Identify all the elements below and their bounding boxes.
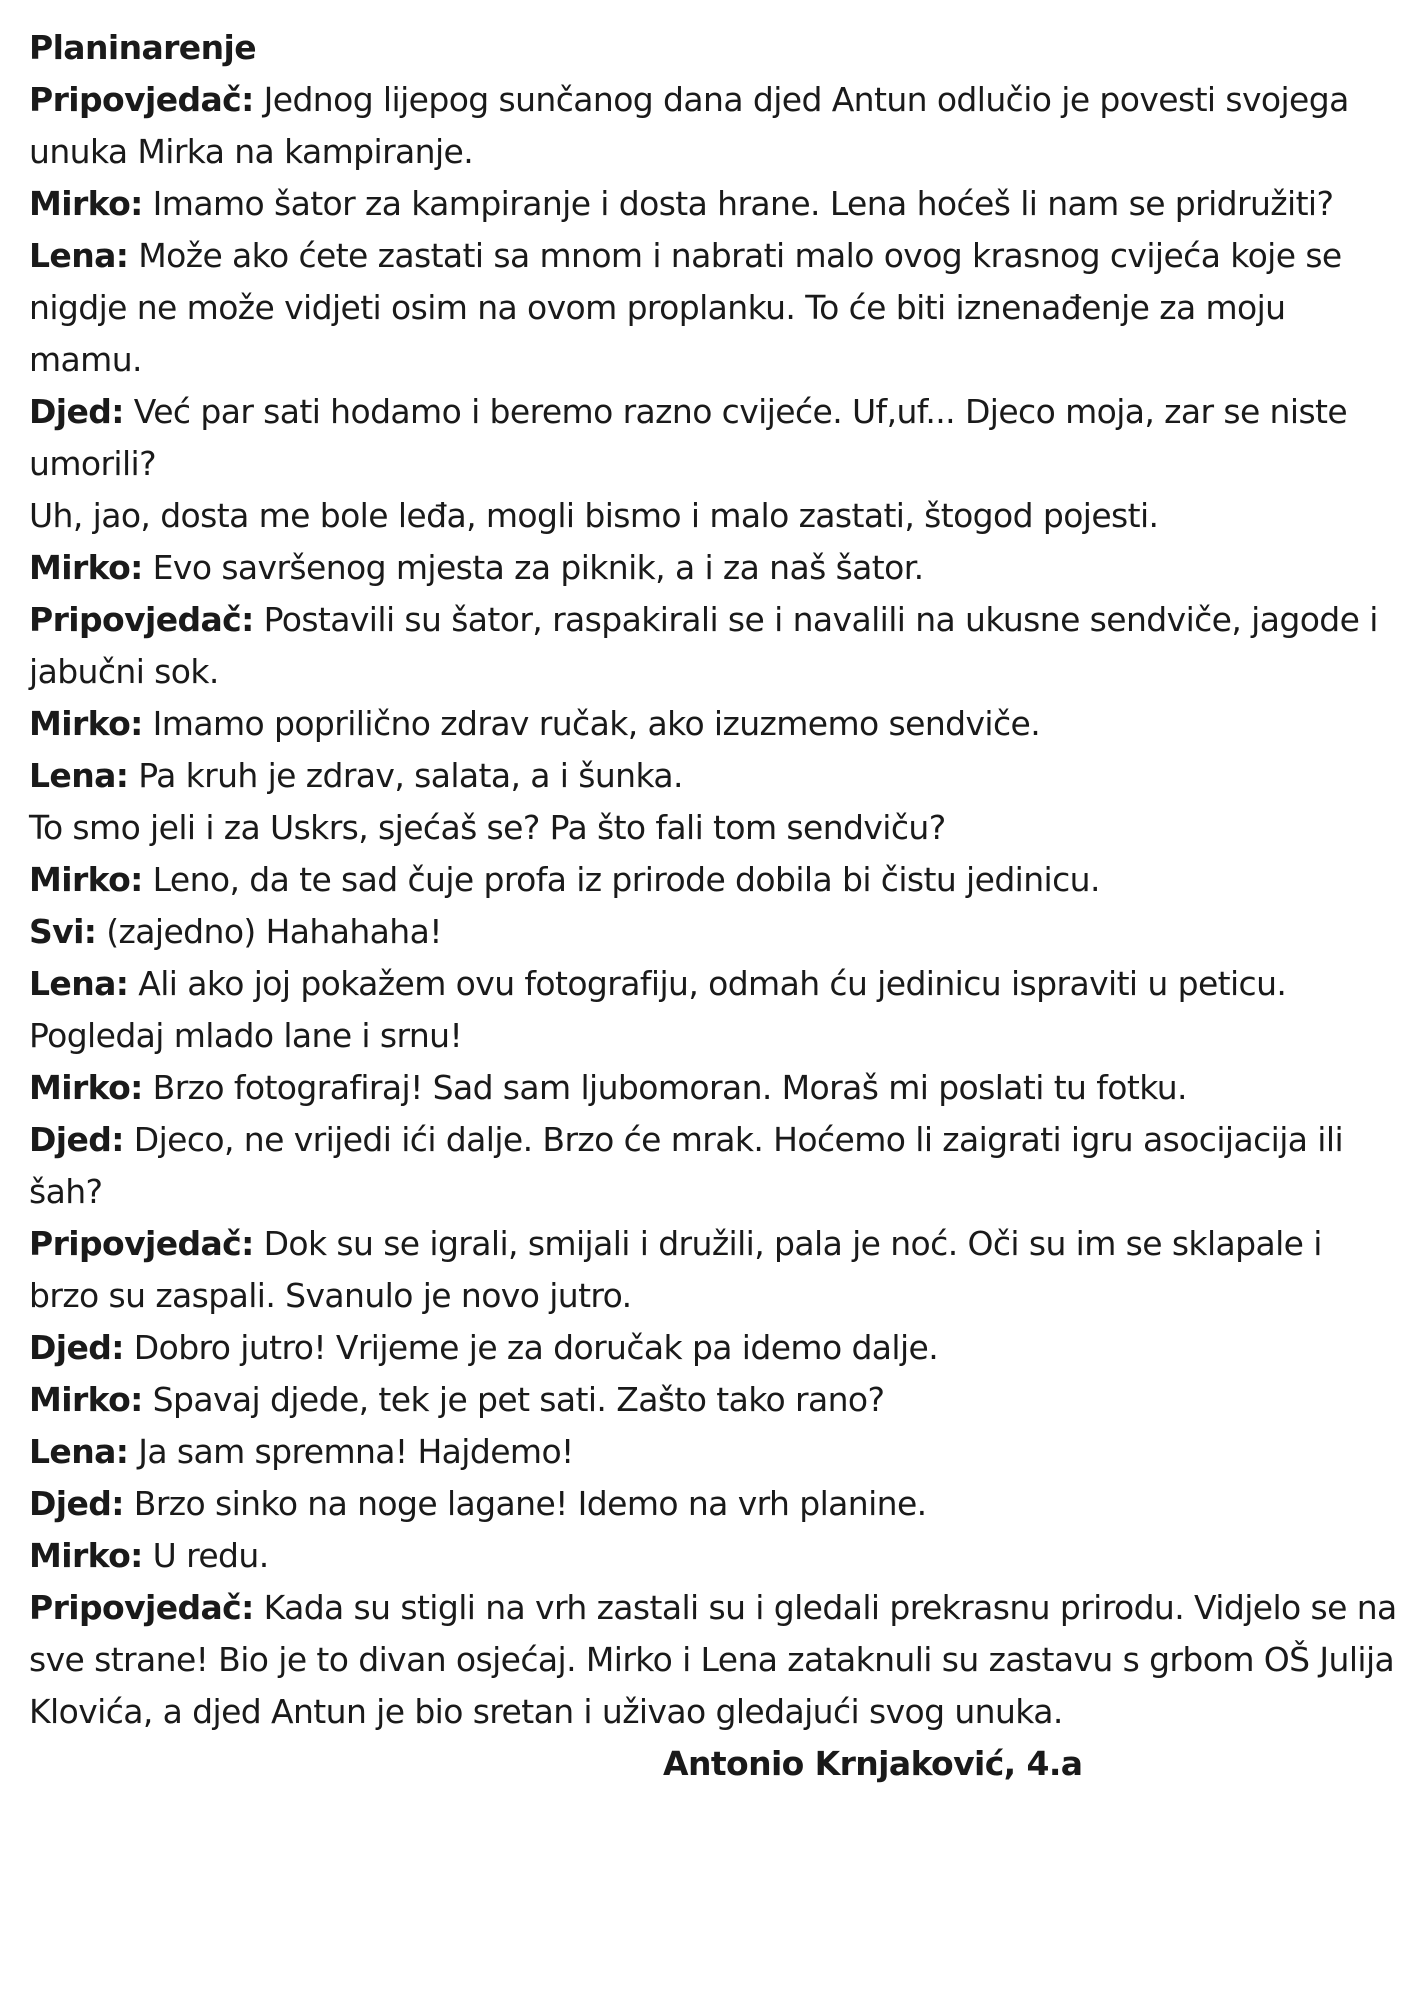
dialogue-line [29, 1478, 1399, 1530]
speaker-label: Mirko: [29, 704, 143, 743]
line-text: Imamo poprilično zdrav ručak, ako izuzmemo sendviče. [142, 704, 1041, 743]
dialogue-line [29, 802, 1399, 854]
line-text: Pa kruh je zdrav, salata, a i šunka. [128, 756, 683, 795]
line-text: U redu. [142, 1536, 269, 1575]
dialogue-line [29, 1062, 1399, 1114]
speaker-label: Mirko: [29, 548, 143, 587]
line-text: Kada su stigli na vrh zastali su i gledali prekrasnu prirodu. Vidjelo se na sve strane! Bio je to divan osjećaj. Mirko i Lena zataknuli su zastavu s grbom OŠ Julija Klovića, a djed Antun je bio sretan i uživao gledajući svog unuka. [29, 1588, 1397, 1731]
dialogue-line [29, 1322, 1399, 1374]
speaker-label: Pripovjedač: [29, 80, 254, 119]
dialogue-line [29, 1218, 1399, 1322]
speaker-label: Djed: [29, 1484, 124, 1523]
speaker-label: Djed: [29, 1328, 124, 1367]
dialogue-line [29, 490, 1399, 542]
dialogue-line [29, 542, 1399, 594]
dialogue-line [29, 386, 1399, 490]
line-text: Imamo šator za kampiranje i dosta hrane. Lena hoćeš li nam se pridružiti? [142, 184, 1334, 223]
speaker-label: Mirko: [29, 1068, 143, 1107]
speaker-label: Svi: [29, 912, 97, 951]
dialogue-line [29, 854, 1399, 906]
dialogue-line [29, 750, 1399, 802]
speaker-label: Lena: [29, 236, 129, 275]
line-text: Jednog lijepog sunčanog dana djed Antun odlučio je povesti svojega unuka Mirka na kampiranje. [29, 80, 1349, 171]
speaker-label: Pripovjedač: [29, 600, 254, 639]
line-text: Može ako ćete zastati sa mnom i nabrati malo ovog krasnog cvijeća koje se nigdje ne može vidjeti osim na ovom proplanku. To će biti iznenađenje za moju mamu. [29, 236, 1342, 379]
speaker-label: Mirko: [29, 860, 143, 899]
line-text: Djeco, ne vrijedi ići dalje. Brzo će mrak. Hoćemo li zaigrati igru asocijacija ili šah? [29, 1120, 1344, 1211]
dialogue-line [29, 698, 1399, 750]
speaker-label: Pripovjedač: [29, 1224, 254, 1263]
line-text: Leno, da te sad čuje profa iz prirode dobila bi čistu jedinicu. [142, 860, 1100, 899]
dialogue-line [29, 1114, 1399, 1218]
speaker-label: Lena: [29, 964, 129, 1003]
speaker-label: Lena: [29, 1432, 129, 1471]
line-text: Brzo sinko na noge lagane! Idemo na vrh planine. [123, 1484, 927, 1523]
line-text: Spavaj djede, tek je pet sati. Zašto tako rano? [142, 1380, 885, 1419]
line-text: Dok su se igrali, smijali i družili, pala je noć. Oči su im se sklapale i brzo su zaspali. Svanulo je novo jutro. [29, 1224, 1322, 1315]
line-text: Postavili su šator, raspakirali se i navalili na ukusne sendviče, jagode i jabučni sok. [29, 600, 1378, 691]
speaker-label: Mirko: [29, 184, 143, 223]
speaker-label: Mirko: [29, 1380, 143, 1419]
dialogue-line [29, 1530, 1399, 1582]
author-signature: Antonio Krnjaković, 4.a [663, 1744, 1083, 1783]
dialogue-line [29, 230, 1399, 386]
line-text: Ja sam spremna! Hajdemo! [128, 1432, 574, 1471]
line-text: Već par sati hodamo i beremo razno cvijeće. Uf,uf... Djeco moja, zar se niste umorili? [29, 392, 1348, 483]
dialogue-line [29, 74, 1399, 178]
dialogue-line [29, 1374, 1399, 1426]
line-text: (zajedno) Hahahaha! [96, 912, 442, 951]
line-text: Dobro jutro! Vrijeme je za doručak pa idemo dalje. [123, 1328, 939, 1367]
speaker-label: Lena: [29, 756, 129, 795]
dialogue-line [29, 958, 1399, 1062]
dialogue-line [29, 594, 1399, 698]
line-text: Uh, jao, dosta me bole leđa, mogli bismo i malo zastati, štogod pojesti. [29, 496, 1159, 535]
line-text: Evo savršenog mjesta za piknik, a i za naš šator. [142, 548, 924, 587]
dialogue-line [29, 1582, 1399, 1738]
line-text: Brzo fotografiraj! Sad sam ljubomoran. Moraš mi poslati tu fotku. [142, 1068, 1187, 1107]
dialogue-line [29, 178, 1399, 230]
speaker-label: Mirko: [29, 1536, 143, 1575]
dialogue-line [29, 1426, 1399, 1478]
speaker-label: Djed: [29, 392, 124, 431]
speaker-label: Djed: [29, 1120, 124, 1159]
speaker-label: Pripovjedač: [29, 1588, 254, 1627]
document-page [29, 22, 1399, 1790]
dialogue-line [29, 906, 1399, 958]
line-text: Ali ako joj pokažem ovu fotografiju, odmah ću jedinicu ispraviti u peticu. Pogledaj mlado lane i srnu! [29, 964, 1287, 1055]
line-text: To smo jeli i za Uskrs, sjećaš se? Pa što fali tom sendviču? [29, 808, 946, 847]
document-title: Planinarenje [29, 28, 256, 67]
